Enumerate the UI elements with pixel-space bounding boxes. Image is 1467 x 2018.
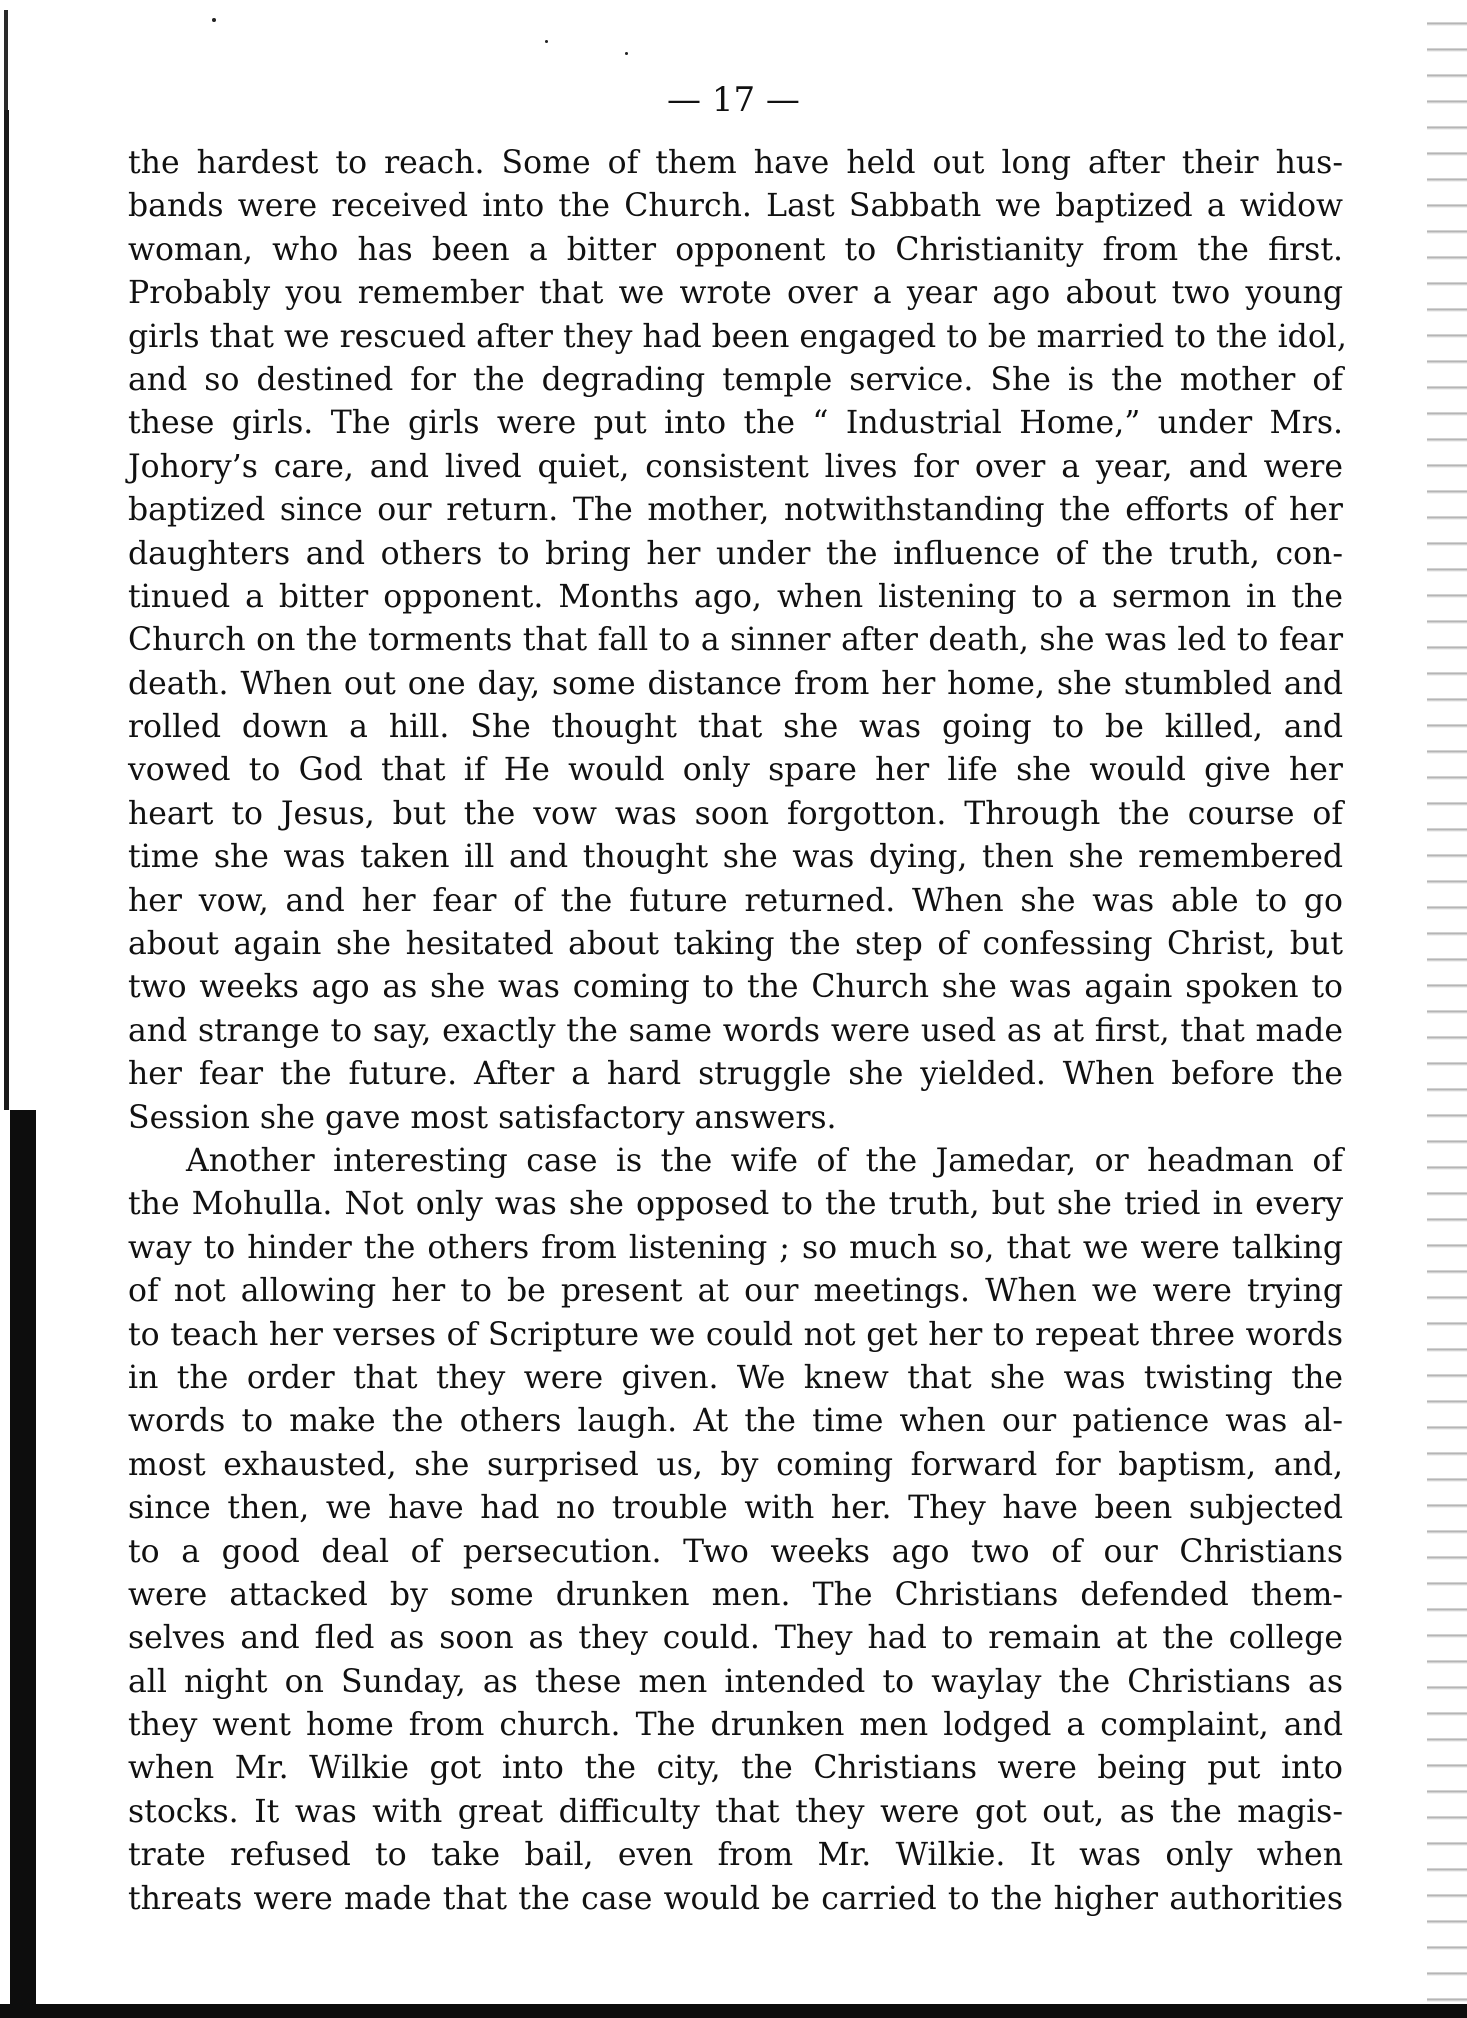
text-line: of not allowing her to be present at our meetings. When we were trying <box>128 1273 1343 1310</box>
text-line: bands were received into the Church. Last Sabbath we baptized a widow <box>128 188 1343 225</box>
scan-speck <box>625 52 628 55</box>
scan-speck <box>212 18 216 22</box>
text-line: since then, we have had no trouble with her. They have been subjected <box>128 1490 1343 1527</box>
text-line: stocks. It was with great difficulty that they were got out, as the magis- <box>128 1793 1343 1830</box>
text-line: to a good deal of persecution. Two weeks ago two of our Christians <box>128 1533 1343 1570</box>
text-line: her vow, and her fear of the future returned. When she was able to go <box>128 882 1343 919</box>
text-line: Another interesting case is the wife of the Jamedar, or headman of <box>186 1142 1343 1179</box>
text-line: were attacked by some drunken men. The Christians defended them- <box>128 1576 1343 1613</box>
text-line: rolled down a hill. She thought that she was going to be killed, and <box>128 709 1343 746</box>
scan-edge-mark <box>10 1110 36 2005</box>
text-line: way to hinder the others from listening ; so much so, that we were talking <box>128 1229 1343 1266</box>
text-line: girls that we rescued after they had been engaged to be married to the idol, <box>128 318 1347 355</box>
text-line: death. When out one day, some distance from her home, she stumbled and <box>128 665 1343 702</box>
text-line: her fear the future. After a hard struggle she yielded. When before the <box>128 1056 1343 1093</box>
text-line: trate refused to take bail, even from Mr. Wilkie. It was only when <box>128 1837 1343 1874</box>
text-line: and so destined for the degrading temple service. She is the mother of <box>128 361 1343 398</box>
text-line: most exhausted, she surprised us, by coming forward for baptism, and, <box>128 1446 1343 1483</box>
text-line: Probably you remember that we wrote over a year ago about two young <box>128 275 1343 312</box>
text-line: baptized since our return. The mother, notwithstanding the efforts of her <box>128 492 1343 529</box>
text-line: heart to Jesus, but the vow was soon forgotton. Through the course of <box>128 795 1343 832</box>
text-line: the hardest to reach. Some of them have held out long after their hus- <box>128 145 1343 181</box>
text-line: to teach her verses of Scripture we could not get her to repeat three words <box>128 1316 1343 1353</box>
text-line: woman, who has been a bitter opponent to Christianity from the first. <box>128 231 1343 268</box>
text-line: words to make the others laugh. At the time when our patience was al- <box>128 1403 1343 1440</box>
page-body <box>128 142 1347 1921</box>
text-line: tinued a bitter opponent. Months ago, when listening to a sermon in the <box>128 578 1343 615</box>
paragraph <box>128 142 1347 1140</box>
text-line: threats were made that the case would be carried to the higher authorities <box>128 1880 1343 1917</box>
scan-speck <box>545 40 548 43</box>
text-line: time she was taken ill and thought she was dying, then she remembered <box>128 839 1343 876</box>
paragraph <box>128 1140 1343 1921</box>
text-line: selves and fled as soon as they could. They had to remain at the college <box>128 1620 1343 1657</box>
text-line: the Mohulla. Not only was she opposed to the truth, but she tried in every <box>128 1186 1343 1223</box>
page-number: — 17 — <box>667 80 800 120</box>
text-line: two weeks ago as she was coming to the Church she was again spoken to <box>128 969 1343 1006</box>
text-line: these girls. The girls were put into the “ Industrial Home,” under Mrs. <box>128 405 1343 442</box>
text-line: and strange to say, exactly the same words were used as at first, that made <box>128 1012 1343 1049</box>
text-line: vowed to God that if He would only spare her life she would give her <box>128 752 1343 789</box>
text-line: in the order that they were given. We knew that she was twisting the <box>128 1359 1343 1396</box>
scan-bottom-edge <box>0 2004 1467 2018</box>
text-line: all night on Sunday, as these men intended to waylay the Christians as <box>128 1663 1343 1700</box>
scan-edge-mark <box>4 110 9 1110</box>
text-line: daughters and others to bring her under the influence of the truth, con- <box>128 535 1343 572</box>
text-line: they went home from church. The drunken men lodged a complaint, and <box>128 1707 1343 1744</box>
text-line: Church on the torments that fall to a sinner after death, she was led to fear <box>128 622 1343 659</box>
text-line: Johory’s care, and lived quiet, consistent lives for over a year, and were <box>128 448 1343 485</box>
text-line: Session she gave most satisfactory answers. <box>128 1099 837 1136</box>
scan-right-edge-noise <box>1427 0 1467 2018</box>
text-line: when Mr. Wilkie got into the city, the Christians were being put into <box>128 1750 1343 1787</box>
scan-left-edge <box>0 0 48 2018</box>
text-line: about again she hesitated about taking the step of confessing Christ, but <box>128 926 1343 963</box>
